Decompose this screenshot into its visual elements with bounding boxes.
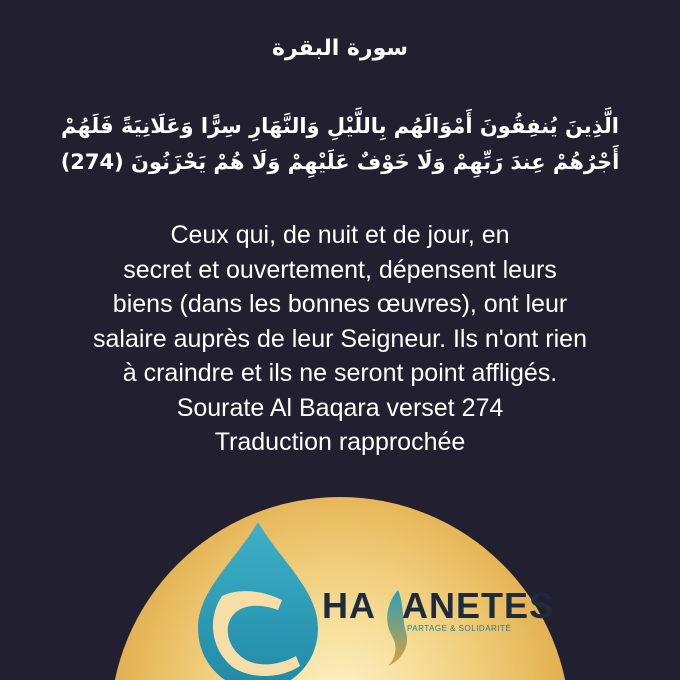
- brand-name-part2: ANETES: [402, 585, 555, 626]
- french-line: salaire auprès de leur Seigneur. Ils n'ont rien: [93, 324, 587, 353]
- french-line: à craindre et ils ne seront point affligés.: [122, 359, 558, 387]
- brand-tagline: PARTAGE & SOLIDARITÉ: [407, 624, 512, 633]
- translation-note: Traduction rapprochée: [214, 428, 466, 456]
- french-line: secret et ouvertement, dépensent leurs: [123, 255, 557, 284]
- verse-reference: Sourate Al Baqara verset 274: [176, 393, 504, 422]
- french-line: biens (dans les bonnes œuvres), ont leur: [112, 290, 568, 318]
- brand-name-part1: HA: [322, 585, 376, 626]
- verse-arabic-text: الَّذِينَ يُنفِقُونَ أَمْوَالَهُم بِاللَّيْلِ وَالنَّهَارِ سِرًّا وَعَلَانِيَةً فَلَهُمْ أَجْرُهُمْ عِندَ رَبِّهِمْ وَلَا خَوْفٌ عَلَيْهِمْ وَلَا هُمْ يَحْزَنُونَ (274): [60, 114, 620, 174]
- brand-name: [322, 585, 554, 627]
- french-line: Ceux qui, de nuit et de jour, en: [170, 221, 510, 249]
- surah-title: سورة البقرة: [271, 36, 409, 61]
